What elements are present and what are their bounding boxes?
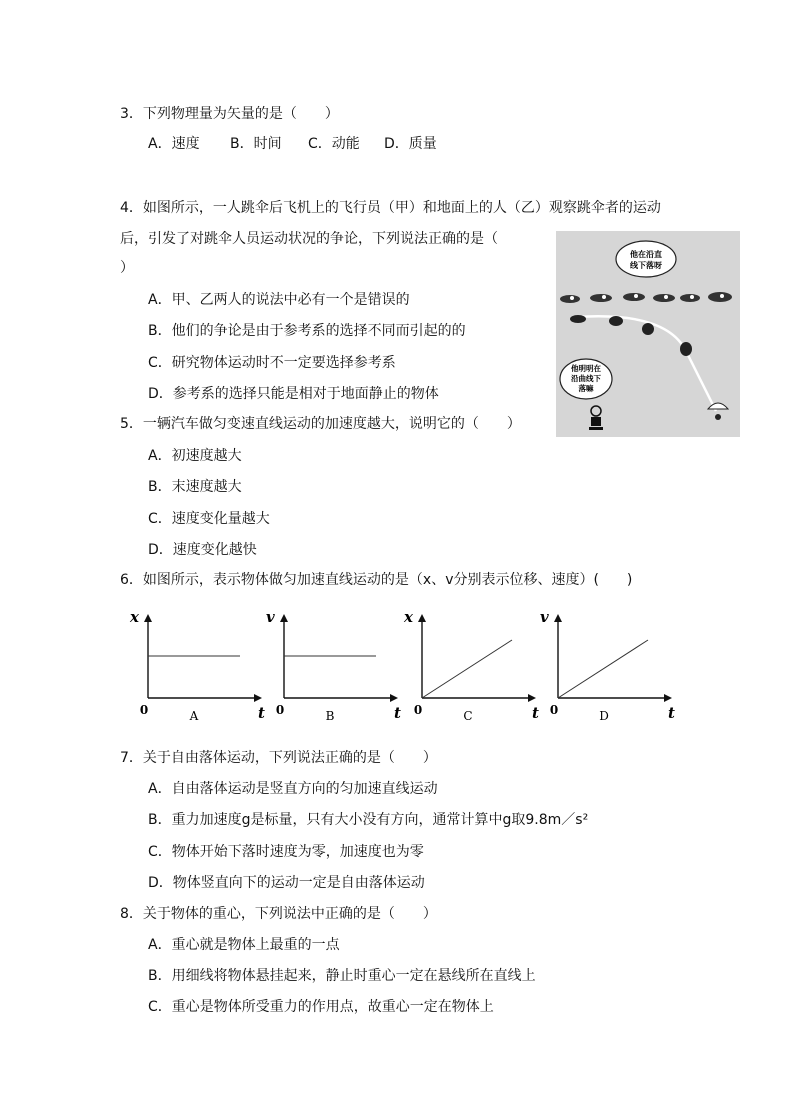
x-axis-label: t [668,704,675,722]
motion-graph-c [400,610,540,730]
q4-option-b: B．他们的争论是由于参考系的选择不同而引起的的 [148,323,466,339]
graph-tag: D [599,709,609,723]
origin-label: 0 [413,703,423,717]
q4-option-c: C．研究物体运动时不一定要选择参考系 [148,355,396,371]
airplane-icon [560,292,732,303]
motion-graph-d [536,610,676,730]
y-axis-arrow [280,614,288,622]
q8-option-c: C．重心是物体所受重力的作用点，故重心一定在物体上 [148,999,494,1015]
q8-option-b: B．用细线将物体悬挂起来，静止时重心一定在悬线所在直线上 [148,968,536,984]
graph-line [558,640,648,698]
q7-option-a: A．自由落体运动是竖直方向的匀加速直线运动 [148,781,438,797]
q3-option-d: D．质量 [384,136,437,152]
q8-stem: 8．关于物体的重心，下列说法中正确的是（ ） [120,906,437,922]
y-axis-arrow [418,614,426,622]
q5-stem: 5．一辆汽车做匀变速直线运动的加速度越大，说明它的（ ） [120,416,521,432]
y-axis-label: v [266,610,275,626]
q3-stem: 3．下列物理量为矢量的是（ ） [120,106,339,122]
x-axis-arrow [390,694,398,702]
origin-label: 0 [139,703,149,717]
bubble-bottom-line2: 沿曲线下 [571,374,601,383]
q4-stem-line3: ） [120,260,134,276]
motion-graph-b [262,610,402,730]
y-axis-label: x [404,610,413,626]
y-axis-arrow [554,614,562,622]
y-axis-arrow [144,614,152,622]
q4-option-a: A．甲、乙两人的说法中必有一个是错误的 [148,292,410,308]
y-axis-label: x [130,610,139,626]
origin-label: 0 [549,703,559,717]
q7-stem: 7．关于自由落体运动，下列说法正确的是（ ） [120,750,437,766]
graph-line [422,640,512,698]
q3-options [148,134,437,154]
parachute-icon [708,403,728,409]
q3-option-a: A．速度 [148,136,200,152]
x-axis-arrow [664,694,672,702]
graph-tag: C [463,709,473,723]
x-axis-label: t [258,704,265,722]
motion-graph-a [126,610,266,730]
bubble-bottom-line3: 落嘛 [578,384,594,393]
graph-tag: A [189,709,199,723]
bubble-top-line1: 他在沿直 [630,249,662,259]
origin-label: 0 [275,703,285,717]
speech-bubble-top [616,241,676,277]
q5-option-b: B．末速度越大 [148,479,242,495]
bubble-top-line2: 线下落呀 [630,260,662,270]
parachute-illustration [556,231,740,437]
q5-option-a: A．初速度越大 [148,448,242,464]
q6-stem: 6．如图所示，表示物体做匀加速直线运动的是（x、v分别表示位移、速度）( ) [120,572,633,588]
q4-stem-line1: 4．如图所示，一人跳伞后飞机上的飞行员（甲）和地面上的人（乙）观察跳伞者的运动 [120,200,661,216]
observer-icon [589,406,603,430]
graph-tag: B [325,709,335,723]
q4-option-d: D．参考系的选择只能是相对于地面静止的物体 [148,386,439,402]
q5-option-d: D．速度变化越快 [148,542,257,558]
x-axis-label: t [394,704,401,722]
bubble-bottom-line1: 他明明在 [571,364,601,373]
q3-option-c: C．动能 [308,136,360,152]
x-axis-arrow [254,694,262,702]
q4-stem-line2: 后，引发了对跳伞人员运动状况的争论，下列说法正确的是（ [120,231,498,247]
y-axis-label: v [540,610,549,626]
q7-option-d: D．物体竖直向下的运动一定是自由落体运动 [148,875,425,891]
q5-option-c: C．速度变化量越大 [148,511,270,527]
q8-option-a: A．重心就是物体上最重的一点 [148,937,340,953]
q7-option-c: C．物体开始下落时速度为零，加速度也为零 [148,844,424,860]
q3-option-b: B．时间 [230,136,282,152]
q7-option-b: B．重力加速度g是标量，只有大小没有方向，通常计算中g取9.8m／s² [148,812,589,828]
x-axis-label: t [532,704,539,722]
x-axis-arrow [528,694,536,702]
parachute-scene [556,231,740,437]
